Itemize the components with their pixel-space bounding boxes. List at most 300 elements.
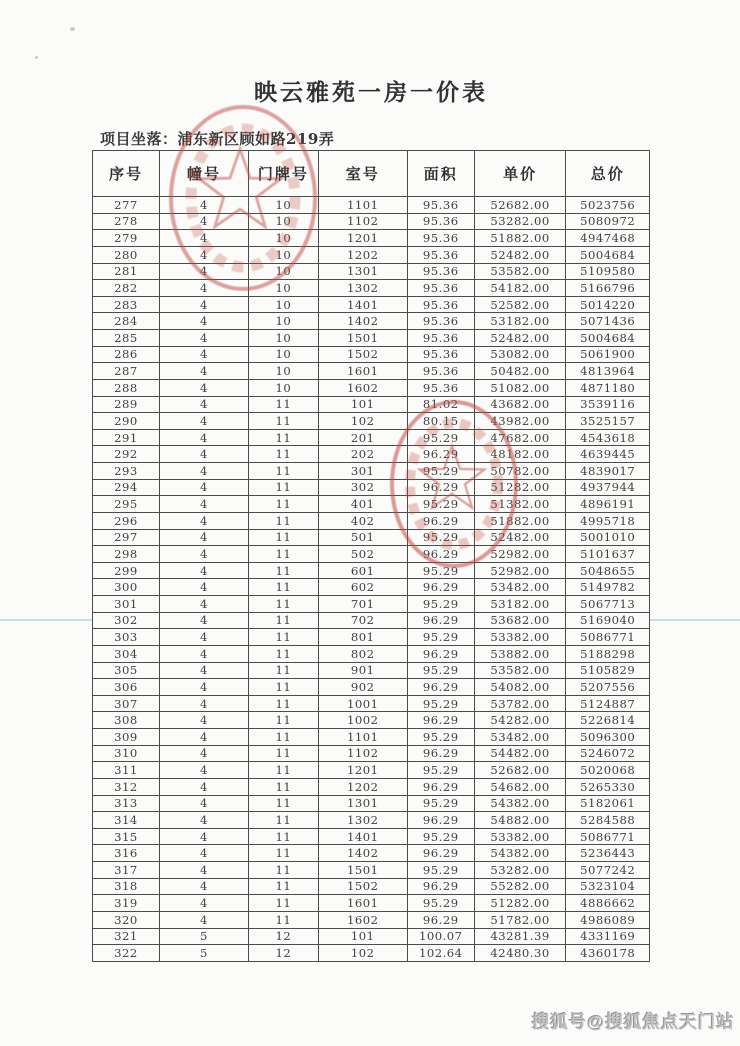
cell-room: 1301 [318, 795, 407, 812]
table-row [93, 845, 650, 862]
cell-unit-price: 43281.39 [474, 928, 566, 945]
header-room: 室号 [318, 151, 407, 197]
cell-area: 95.36 [407, 280, 474, 297]
cell-total-price: 5226814 [566, 712, 650, 729]
cell-door: 11 [248, 679, 318, 696]
cell-serial: 320 [93, 911, 160, 928]
cell-room: 1501 [318, 330, 407, 347]
project-location-label: 项目坐落：浦东新区顾如路219弄 [100, 128, 334, 151]
table-row [93, 712, 650, 729]
cell-unit-price: 52682.00 [474, 197, 566, 214]
cell-building: 4 [159, 762, 248, 779]
cell-unit-price: 53282.00 [474, 862, 566, 879]
table-row [93, 446, 650, 463]
header-serial: 序号 [93, 151, 160, 197]
cell-unit-price: 51882.00 [474, 512, 566, 529]
cell-total-price: 4886662 [566, 895, 650, 912]
table-row [93, 645, 650, 662]
cell-area: 95.29 [407, 762, 474, 779]
cell-unit-price: 51782.00 [474, 911, 566, 928]
cell-area: 96.29 [407, 512, 474, 529]
cell-building: 4 [159, 662, 248, 679]
cell-serial: 305 [93, 662, 160, 679]
cell-room: 602 [318, 579, 407, 596]
cell-area: 95.36 [407, 346, 474, 363]
table-row [93, 629, 650, 646]
cell-serial: 302 [93, 612, 160, 629]
cell-room: 1302 [318, 280, 407, 297]
cell-building: 4 [159, 645, 248, 662]
cell-room: 701 [318, 596, 407, 613]
cell-unit-price: 51882.00 [474, 230, 566, 247]
cell-room: 901 [318, 662, 407, 679]
table-row [93, 246, 650, 263]
cell-room: 1502 [318, 878, 407, 895]
cell-serial: 318 [93, 878, 160, 895]
cell-room: 801 [318, 629, 407, 646]
cell-room: 1401 [318, 296, 407, 313]
cell-building: 4 [159, 246, 248, 263]
cell-area: 95.36 [407, 246, 474, 263]
cell-area: 102.64 [407, 945, 474, 962]
cell-building: 4 [159, 413, 248, 430]
cell-room: 1101 [318, 197, 407, 214]
cell-building: 4 [159, 363, 248, 380]
cell-serial: 294 [93, 479, 160, 496]
cell-serial: 298 [93, 546, 160, 563]
cell-door: 10 [248, 330, 318, 347]
cell-total-price: 3525157 [566, 413, 650, 430]
cell-total-price: 5105829 [566, 662, 650, 679]
table-row [93, 878, 650, 895]
header-row [93, 151, 650, 197]
cell-unit-price: 53282.00 [474, 213, 566, 230]
cell-total-price: 4937944 [566, 479, 650, 496]
cell-serial: 278 [93, 213, 160, 230]
cell-total-price: 5020068 [566, 762, 650, 779]
cell-area: 95.29 [407, 562, 474, 579]
cell-building: 4 [159, 845, 248, 862]
cell-building: 4 [159, 596, 248, 613]
cell-door: 11 [248, 579, 318, 596]
cell-total-price: 5323104 [566, 878, 650, 895]
cell-total-price: 5101637 [566, 546, 650, 563]
cell-building: 4 [159, 778, 248, 795]
cell-room: 1202 [318, 246, 407, 263]
cell-unit-price: 51082.00 [474, 379, 566, 396]
cell-room: 101 [318, 928, 407, 945]
cell-room: 102 [318, 413, 407, 430]
cell-door: 10 [248, 296, 318, 313]
table-row [93, 862, 650, 879]
cell-building: 4 [159, 280, 248, 297]
cell-total-price: 5109580 [566, 263, 650, 280]
cell-total-price: 5149782 [566, 579, 650, 596]
cell-area: 96.29 [407, 845, 474, 862]
cell-building: 4 [159, 197, 248, 214]
cell-unit-price: 55282.00 [474, 878, 566, 895]
table-row [93, 346, 650, 363]
cell-area: 96.29 [407, 479, 474, 496]
cell-serial: 321 [93, 928, 160, 945]
scan-speck [35, 56, 38, 59]
cell-serial: 290 [93, 413, 160, 430]
table-row [93, 463, 650, 480]
cell-unit-price: 47682.00 [474, 429, 566, 446]
cell-area: 95.36 [407, 263, 474, 280]
cell-area: 95.36 [407, 296, 474, 313]
cell-door: 11 [248, 562, 318, 579]
table-row [93, 579, 650, 596]
cell-building: 4 [159, 479, 248, 496]
cell-door: 11 [248, 911, 318, 928]
cell-total-price: 4331169 [566, 928, 650, 945]
cell-total-price: 4813964 [566, 363, 650, 380]
cell-area: 95.36 [407, 197, 474, 214]
cell-serial: 292 [93, 446, 160, 463]
cell-area: 95.36 [407, 379, 474, 396]
cell-area: 96.29 [407, 812, 474, 829]
cell-door: 12 [248, 928, 318, 945]
cell-unit-price: 54282.00 [474, 712, 566, 729]
cell-unit-price: 53082.00 [474, 346, 566, 363]
cell-area: 95.29 [407, 729, 474, 746]
cell-building: 4 [159, 379, 248, 396]
cell-room: 1302 [318, 812, 407, 829]
cell-serial: 322 [93, 945, 160, 962]
cell-building: 4 [159, 679, 248, 696]
cell-room: 1002 [318, 712, 407, 729]
cell-building: 4 [159, 828, 248, 845]
table-row [93, 695, 650, 712]
table-row [93, 812, 650, 829]
cell-door: 10 [248, 213, 318, 230]
cell-door: 11 [248, 463, 318, 480]
cell-area: 95.29 [407, 795, 474, 812]
cell-area: 80.15 [407, 413, 474, 430]
cell-room: 601 [318, 562, 407, 579]
cell-total-price: 5124887 [566, 695, 650, 712]
cell-building: 4 [159, 330, 248, 347]
cell-room: 1102 [318, 745, 407, 762]
cell-serial: 306 [93, 679, 160, 696]
table-row [93, 296, 650, 313]
cell-total-price: 5014220 [566, 296, 650, 313]
scan-speck [70, 27, 75, 31]
table-row [93, 479, 650, 496]
cell-door: 11 [248, 729, 318, 746]
cell-total-price: 4947468 [566, 230, 650, 247]
cell-door: 11 [248, 862, 318, 879]
cell-serial: 277 [93, 197, 160, 214]
cell-total-price: 5048655 [566, 562, 650, 579]
cell-area: 95.36 [407, 230, 474, 247]
cell-unit-price: 52982.00 [474, 546, 566, 563]
cell-unit-price: 52982.00 [474, 562, 566, 579]
cell-unit-price: 50482.00 [474, 363, 566, 380]
header-area: 面积 [407, 151, 474, 197]
table-row [93, 396, 650, 413]
cell-unit-price: 53482.00 [474, 579, 566, 596]
price-table-header [93, 151, 650, 197]
cell-unit-price: 52682.00 [474, 762, 566, 779]
price-table [92, 150, 650, 962]
cell-building: 4 [159, 463, 248, 480]
cell-total-price: 5001010 [566, 529, 650, 546]
cell-total-price: 5086771 [566, 629, 650, 646]
cell-door: 10 [248, 363, 318, 380]
cell-area: 96.29 [407, 778, 474, 795]
cell-room: 501 [318, 529, 407, 546]
table-row [93, 778, 650, 795]
cell-serial: 283 [93, 296, 160, 313]
header-unit-price: 单价 [474, 151, 566, 197]
cell-door: 11 [248, 645, 318, 662]
cell-room: 1501 [318, 862, 407, 879]
cell-unit-price: 53782.00 [474, 695, 566, 712]
page-title: 映云雅苑一房一价表 [254, 79, 488, 106]
table-row [93, 762, 650, 779]
cell-unit-price: 53182.00 [474, 313, 566, 330]
table-row [93, 512, 650, 529]
cell-total-price: 5166796 [566, 280, 650, 297]
cell-room: 802 [318, 645, 407, 662]
cell-total-price: 5096300 [566, 729, 650, 746]
cell-door: 11 [248, 546, 318, 563]
cell-door: 11 [248, 396, 318, 413]
table-row [93, 213, 650, 230]
cell-building: 4 [159, 496, 248, 513]
cell-serial: 300 [93, 579, 160, 596]
cell-area: 96.29 [407, 645, 474, 662]
cell-serial: 317 [93, 862, 160, 879]
cell-unit-price: 54082.00 [474, 679, 566, 696]
cell-serial: 307 [93, 695, 160, 712]
cell-serial: 297 [93, 529, 160, 546]
cell-door: 11 [248, 629, 318, 646]
cell-door: 11 [248, 529, 318, 546]
cell-room: 1001 [318, 695, 407, 712]
table-row [93, 496, 650, 513]
cell-area: 95.36 [407, 363, 474, 380]
cell-room: 1602 [318, 379, 407, 396]
cell-unit-price: 54682.00 [474, 778, 566, 795]
cell-area: 95.29 [407, 629, 474, 646]
table-row [93, 745, 650, 762]
table-row [93, 795, 650, 812]
cell-door: 11 [248, 512, 318, 529]
cell-room: 1201 [318, 762, 407, 779]
cell-unit-price: 52482.00 [474, 529, 566, 546]
cell-room: 102 [318, 945, 407, 962]
cell-room: 1402 [318, 845, 407, 862]
cell-area: 96.29 [407, 878, 474, 895]
cell-total-price: 5061900 [566, 346, 650, 363]
cell-serial: 311 [93, 762, 160, 779]
cell-unit-price: 53182.00 [474, 596, 566, 613]
cell-building: 4 [159, 895, 248, 912]
cell-unit-price: 53482.00 [474, 729, 566, 746]
cell-serial: 287 [93, 363, 160, 380]
cell-unit-price: 54182.00 [474, 280, 566, 297]
table-row [93, 379, 650, 396]
cell-area: 95.36 [407, 330, 474, 347]
cell-area: 96.29 [407, 679, 474, 696]
cell-area: 95.29 [407, 429, 474, 446]
cell-building: 4 [159, 213, 248, 230]
cell-total-price: 5071436 [566, 313, 650, 330]
cell-total-price: 4543618 [566, 429, 650, 446]
cell-area: 95.29 [407, 596, 474, 613]
cell-total-price: 4639445 [566, 446, 650, 463]
cell-unit-price: 51282.00 [474, 479, 566, 496]
cell-serial: 299 [93, 562, 160, 579]
cell-total-price: 5265330 [566, 778, 650, 795]
cell-serial: 308 [93, 712, 160, 729]
cell-door: 10 [248, 346, 318, 363]
cell-door: 11 [248, 413, 318, 430]
cell-serial: 281 [93, 263, 160, 280]
cell-building: 4 [159, 263, 248, 280]
cell-room: 702 [318, 612, 407, 629]
cell-area: 96.29 [407, 612, 474, 629]
cell-total-price: 5188298 [566, 645, 650, 662]
table-row [93, 596, 650, 613]
cell-total-price: 5004684 [566, 246, 650, 263]
cell-building: 4 [159, 745, 248, 762]
table-row [93, 363, 650, 380]
header-building: 幢号 [159, 151, 248, 197]
cell-total-price: 4986089 [566, 911, 650, 928]
cell-room: 1402 [318, 313, 407, 330]
header-door: 门牌号 [248, 151, 318, 197]
cell-serial: 315 [93, 828, 160, 845]
cell-serial: 303 [93, 629, 160, 646]
cell-serial: 280 [93, 246, 160, 263]
cell-area: 95.29 [407, 662, 474, 679]
cell-unit-price: 53882.00 [474, 645, 566, 662]
cell-room: 402 [318, 512, 407, 529]
cell-building: 4 [159, 862, 248, 879]
cell-building: 4 [159, 911, 248, 928]
cell-unit-price: 52582.00 [474, 296, 566, 313]
cell-total-price: 4360178 [566, 945, 650, 962]
table-row [93, 662, 650, 679]
table-row [93, 413, 650, 430]
cell-door: 11 [248, 762, 318, 779]
cell-building: 4 [159, 230, 248, 247]
cell-door: 10 [248, 197, 318, 214]
cell-room: 1502 [318, 346, 407, 363]
cell-area: 95.29 [407, 695, 474, 712]
cell-total-price: 5182061 [566, 795, 650, 812]
table-row [93, 562, 650, 579]
cell-door: 11 [248, 895, 318, 912]
table-row [93, 546, 650, 563]
cell-room: 1401 [318, 828, 407, 845]
cell-building: 4 [159, 429, 248, 446]
cell-serial: 291 [93, 429, 160, 446]
cell-building: 4 [159, 529, 248, 546]
cell-serial: 319 [93, 895, 160, 912]
cell-area: 96.29 [407, 546, 474, 563]
price-table-body [93, 197, 650, 962]
cell-room: 502 [318, 546, 407, 563]
cell-building: 4 [159, 612, 248, 629]
cell-room: 902 [318, 679, 407, 696]
cell-building: 4 [159, 396, 248, 413]
sohu-watermark: 搜狐号@搜狐焦点天门站 [531, 1012, 735, 1032]
cell-door: 11 [248, 795, 318, 812]
cell-door: 11 [248, 745, 318, 762]
cell-area: 96.29 [407, 745, 474, 762]
cell-area: 95.29 [407, 862, 474, 879]
cell-building: 4 [159, 546, 248, 563]
table-row [93, 230, 650, 247]
cell-area: 95.29 [407, 828, 474, 845]
cell-serial: 295 [93, 496, 160, 513]
cell-total-price: 5067713 [566, 596, 650, 613]
cell-unit-price: 42480.30 [474, 945, 566, 962]
cell-door: 10 [248, 246, 318, 263]
cell-room: 202 [318, 446, 407, 463]
cell-door: 11 [248, 446, 318, 463]
cell-room: 1601 [318, 895, 407, 912]
cell-unit-price: 52482.00 [474, 246, 566, 263]
cell-area: 95.29 [407, 529, 474, 546]
price-table-container [92, 150, 650, 962]
cell-area: 95.36 [407, 213, 474, 230]
cell-door: 11 [248, 612, 318, 629]
cell-unit-price: 51282.00 [474, 895, 566, 912]
cell-door: 10 [248, 230, 318, 247]
cell-total-price: 5284588 [566, 812, 650, 829]
cell-door: 10 [248, 263, 318, 280]
cell-building: 4 [159, 695, 248, 712]
cell-building: 4 [159, 579, 248, 596]
cell-room: 301 [318, 463, 407, 480]
table-row [93, 330, 650, 347]
cell-door: 10 [248, 280, 318, 297]
cell-unit-price: 53582.00 [474, 263, 566, 280]
cell-serial: 289 [93, 396, 160, 413]
cell-total-price: 5086771 [566, 828, 650, 845]
cell-serial: 285 [93, 330, 160, 347]
cell-total-price: 4995718 [566, 512, 650, 529]
cell-unit-price: 53582.00 [474, 662, 566, 679]
cell-serial: 286 [93, 346, 160, 363]
cell-unit-price: 54382.00 [474, 795, 566, 812]
cell-area: 95.36 [407, 313, 474, 330]
cell-room: 1602 [318, 911, 407, 928]
cell-door: 11 [248, 828, 318, 845]
cell-serial: 279 [93, 230, 160, 247]
cell-building: 5 [159, 928, 248, 945]
cell-unit-price: 52482.00 [474, 330, 566, 347]
cell-door: 12 [248, 945, 318, 962]
cell-unit-price: 51382.00 [474, 496, 566, 513]
cell-room: 401 [318, 496, 407, 513]
table-row [93, 679, 650, 696]
cell-room: 1601 [318, 363, 407, 380]
cell-door: 11 [248, 596, 318, 613]
cell-total-price: 5004684 [566, 330, 650, 347]
cell-building: 4 [159, 296, 248, 313]
cell-unit-price: 48182.00 [474, 446, 566, 463]
cell-serial: 309 [93, 729, 160, 746]
cell-serial: 296 [93, 512, 160, 529]
cell-unit-price: 43682.00 [474, 396, 566, 413]
